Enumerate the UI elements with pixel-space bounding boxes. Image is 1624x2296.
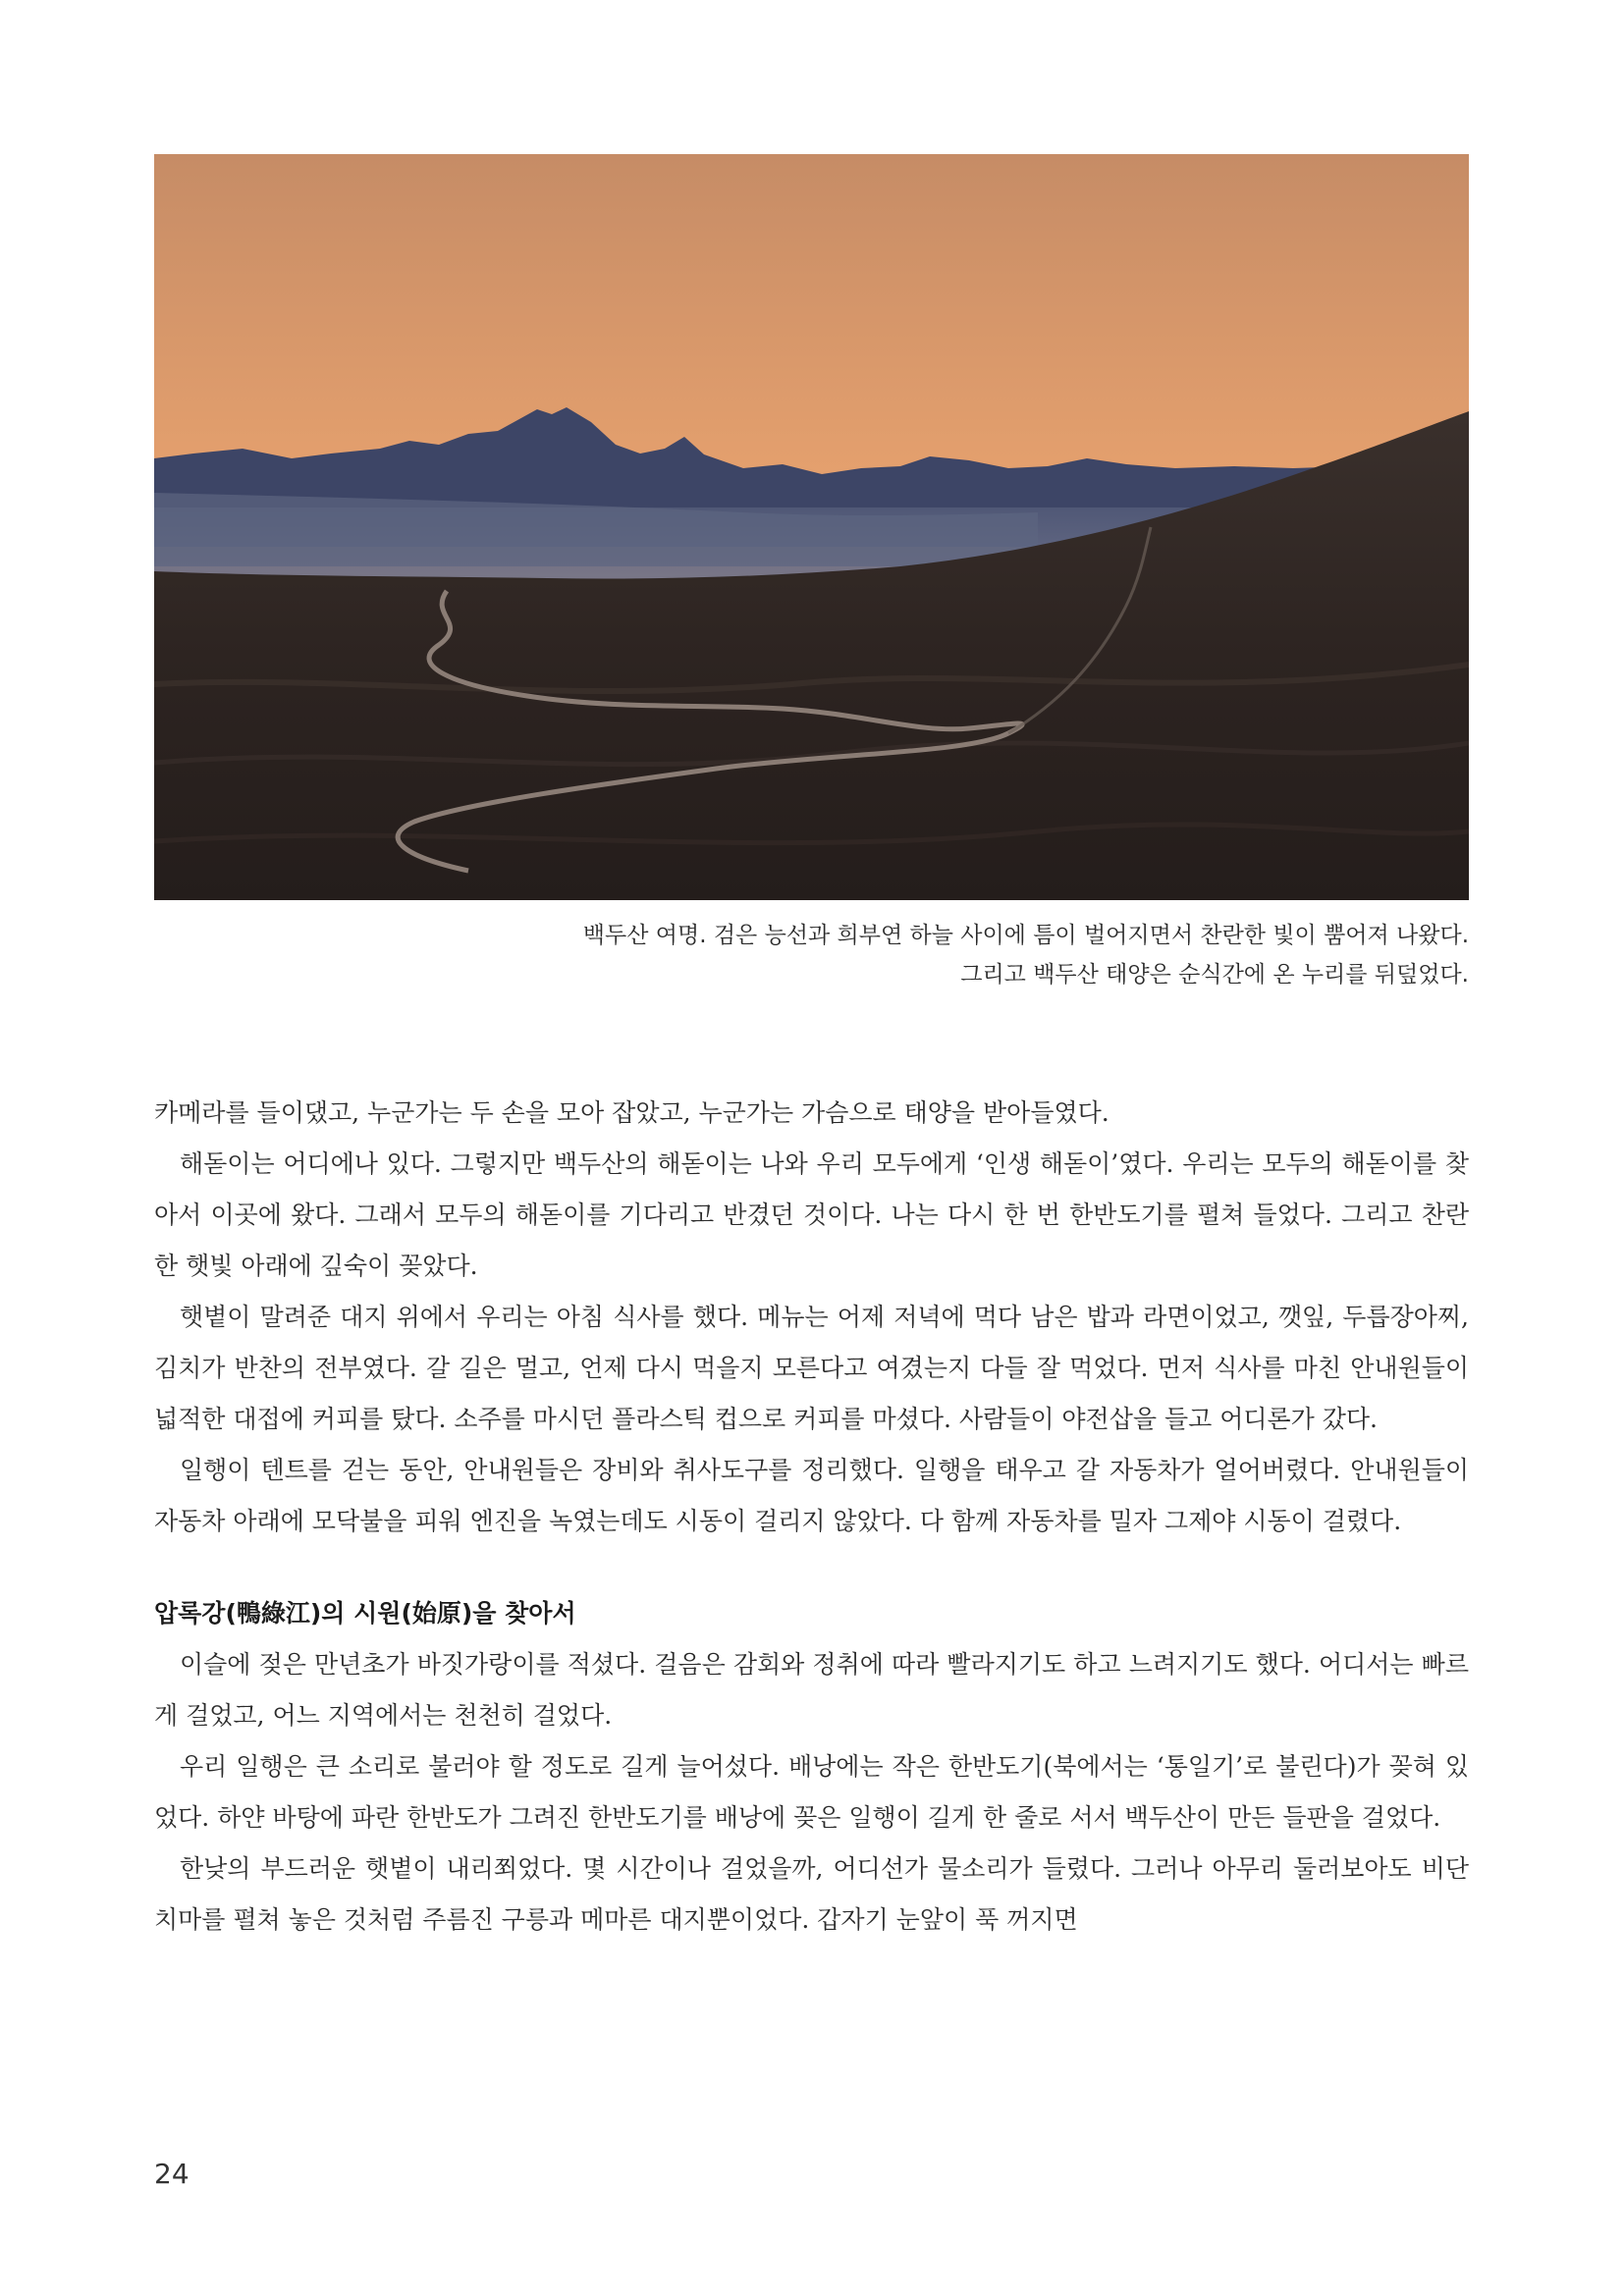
mountain-sunrise-photo xyxy=(154,154,1469,900)
paragraph: 이슬에 젖은 만년초가 바짓가랑이를 적셨다. 걸음은 감회와 정취에 따라 빨라지기도 하고 느려지기도 했다. 어디서는 빠르게 걸었고, 어느 지역에서는 천천히 걸었다. xyxy=(154,1650,1469,1730)
paragraph: 해돋이는 어디에나 있다. 그렇지만 백두산의 해돋이는 나와 우리 모두에게 ‘인생 해돋이’였다. 우리는 모두의 해돋이를 찾아서 이곳에 왔다. 그래서 모두의 해돋이를 기다리고 반겼던 것이다. 나는 다시 한 번 한반도기를 펼쳐 들었다. 그리고 찬란한 햇빛 아래에 깊숙이 꽂았다. xyxy=(154,1149,1469,1280)
landscape-image xyxy=(154,154,1469,900)
paragraph: 카메라를 들이댔고, 누군가는 두 손을 모아 잡았고, 누군가는 가슴으로 태양을 받아들였다. xyxy=(154,1098,1110,1127)
caption-line-1: 백두산 여명. 검은 능선과 희부연 하늘 사이에 틈이 벌어지면서 찬란한 빛이 뿜어져 나왔다. xyxy=(582,923,1469,948)
article-body xyxy=(154,1088,1469,1946)
paragraph: 일행이 텐트를 걷는 동안, 안내원들은 장비와 취사도구를 정리했다. 일행을 태우고 갈 자동차가 얼어버렸다. 안내원들이 자동차 아래에 모닥불을 피워 엔진을 녹였는데도 시동이 걸리지 않았다. 다 함께 자동차를 밀자 그제야 시동이 걸렸다. xyxy=(154,1456,1469,1535)
page-number: 24 xyxy=(154,2158,189,2190)
photo-caption xyxy=(154,916,1469,994)
paragraph: 한낮의 부드러운 햇볕이 내리쬐었다. 몇 시간이나 걸었을까, 어디선가 물소리가 들렸다. 그러나 아무리 둘러보아도 비단 치마를 펼쳐 놓은 것처럼 주름진 구릉과 메마른 대지뿐이었다. 갑자기 눈앞이 푹 꺼지면 xyxy=(154,1854,1469,1934)
caption-line-2: 그리고 백두산 태양은 순식간에 온 누리를 뒤덮었다. xyxy=(960,962,1469,988)
paragraph: 우리 일행은 큰 소리로 불러야 할 정도로 길게 늘어섰다. 배낭에는 작은 한반도기(북에서는 ‘통일기’로 불린다)가 꽂혀 있었다. 하얀 바탕에 파란 한반도가 그려진 한반도기를 배낭에 꽂은 일행이 길게 한 줄로 서서 백두산이 만든 들판을 걸었다. xyxy=(154,1752,1469,1832)
section-heading: 압록강(鴨綠江)의 시원(始原)을 찾아서 xyxy=(154,1599,576,1628)
paragraph: 햇볕이 말려준 대지 위에서 우리는 아침 식사를 했다. 메뉴는 어제 저녁에 먹다 남은 밥과 라면이었고, 깻잎, 두릅장아찌, 김치가 반찬의 전부였다. 갈 길은 멀고, 언제 다시 먹을지 모른다고 여겼는지 다들 잘 먹었다. 먼저 식사를 마친 안내원들이 넓적한 대접에 커피를 탔다. 소주를 마시던 플라스틱 컵으로 커피를 마셨다. 사람들이 야전삽을 들고 어디론가 갔다. xyxy=(154,1303,1469,1433)
